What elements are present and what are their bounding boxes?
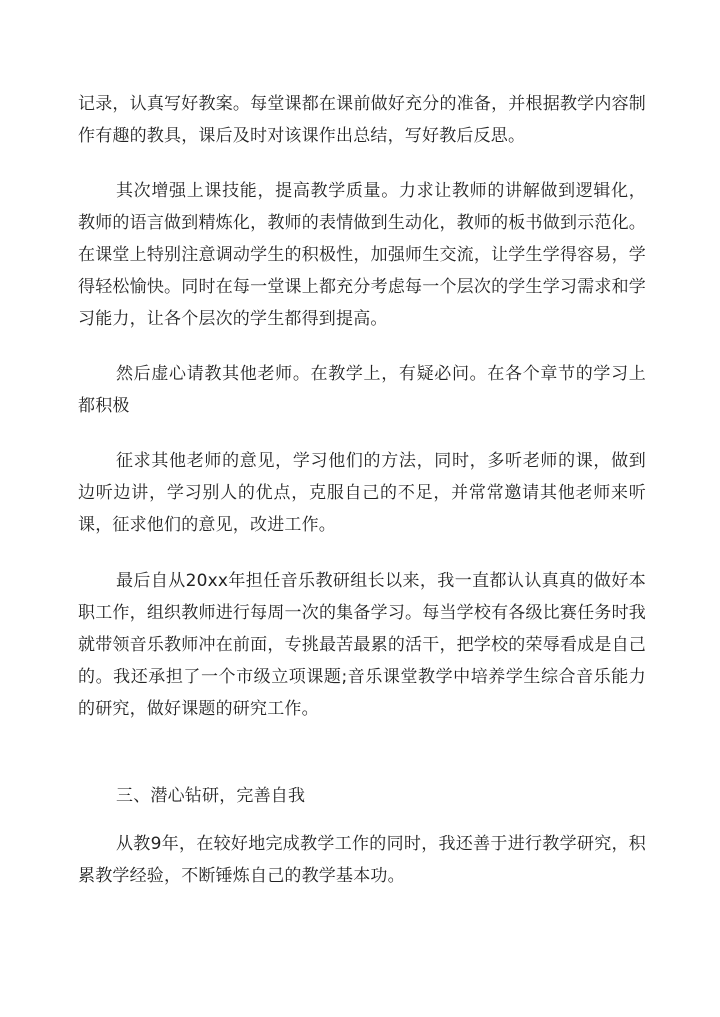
- paragraph-seek-advice: 征求其他老师的意见，学习他们的方法，同时，多听老师的课，做到边听边讲，学习别人的优点，克服自己的不足，并常常邀请其他老师来听课，征求他们的意见，改进工作。: [78, 451, 646, 535]
- paragraph-teaching-skills: 其次增强上课技能，提高教学质量。力求让教师的讲解做到逻辑化，教师的语言做到精炼化，教师的表情做到生动化，教师的板书做到示范化。在课堂上特别注意调动学生的积极性，加强师生交流，让学生学得容易，学得轻松愉快。同时在每一堂课上都充分考虑每一个层次的学生学习需求和学习能力，让各个层次的学生都得到提高。: [78, 181, 646, 329]
- paragraph-music-group-leader: 最后自从20xx年担任音乐教研组长以来，我一直都认认真真的做好本职工作，组织教师进行每周一次的集备学习。每当学校有各级比赛任务时我就带领音乐教师冲在前面，专挑最苦最累的活干，把学校的荣辱看成是自己的。我还承担了一个市级立项课题;音乐课堂教学中培养学生综合音乐能力的研究，做好课题的研究工作。: [78, 571, 646, 719]
- paragraph-lesson-prep: 记录，认真写好教案。每堂课都在课前做好充分的准备，并根据教学内容制作有趣的教具，课后及时对该课作出总结，写好教后反思。: [78, 94, 646, 146]
- paragraph-consult-teachers: 然后虚心请教其他老师。在教学上，有疑必问。在各个章节的学习上都积极: [78, 364, 646, 416]
- paragraph-teaching-research: 从教9年，在较好地完成教学工作的同时，我还善于进行教学研究，积累教学经验，不断锤炼自己的教学基本功。: [78, 834, 646, 886]
- section-heading-research: 三、潜心钻研，完善自我: [116, 786, 306, 806]
